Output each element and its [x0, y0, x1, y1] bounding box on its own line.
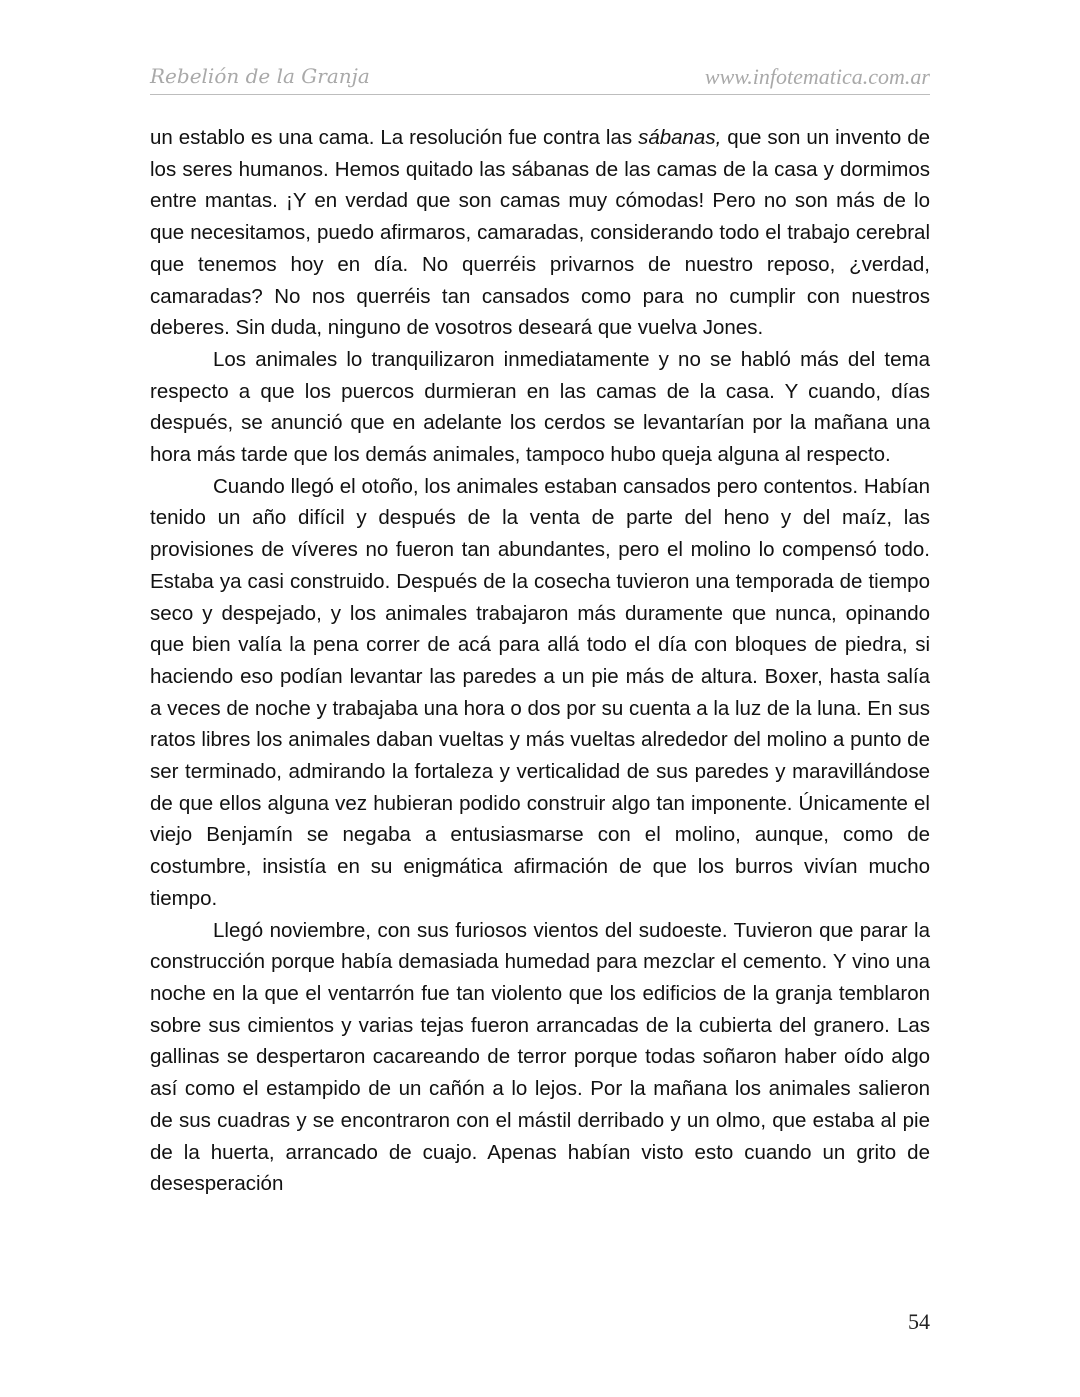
- paragraph-4: Llegó noviembre, con sus furiosos vientos del sudoeste. Tuvieron que parar la construcción porque había demasiada humedad para mezclar el cemento. Y vino una noche en la que el ventarrón fue tan violento que los edificios de la granja temblaron sobre sus cimientos y varias tejas fueron arrancadas de la cubierta del granero. Las gallinas se despertaron cacareando de terror porque todas soñaron haber oído algo así como el estampido de un cañón a lo lejos. Por la mañana los animales salieron de sus cuadras y se encontraron con el mástil derribado y un olmo, que estaba al pie de la huerta, arrancado de cuajo. Apenas habían visto esto cuando un grito de desesperación: [150, 918, 930, 1196]
- paragraph-2: Los animales lo tranquilizaron inmediatamente y no se habló más del tema respecto a que los puercos durmieran en las camas de la casa. Y cuando, días después, se anunció que en adelante los cerdos se levantarían por la mañana una hora más tarde que los demás animales, tampoco hubo queja alguna al respecto.: [150, 347, 930, 467]
- website-url: www.infotematica.com.ar: [704, 64, 930, 89]
- page-number: 54: [908, 1309, 930, 1334]
- emphasized-word: sábanas,: [638, 126, 722, 149]
- body-text: [150, 122, 930, 1200]
- paragraph-3: Cuando llegó el otoño, los animales estaban cansados pero contentos. Habían tenido un año difícil y después de la venta de parte del heno y del maíz, las provisiones de víveres no fueron tan abundantes, pero el molino lo compensó todo. Estaba ya casi construido. Después de la cosecha tuvieron una temporada de tiempo seco y despejado, y los animales trabajaron más duramente que nunca, opinando que bien valía la pena correr de acá para allá todo el día con bloques de piedra, si haciendo eso podían levantar las paredes a un pie más de altura. Boxer, hasta salía a veces de noche y trabajaba una hora o dos por su cuenta a la luz de la luna. En sus ratos libres los animales daban vueltas y más vueltas alrededor del molino a punto de ser terminado, admirando la fortaleza y verticalidad de sus paredes y maravillándose de que ellos alguna vez hubieran podido construir algo tan imponente. Únicamente el viejo Benjamín se negaba a entusiasmarse con el molino, aunque, como de costumbre, insistía en su enigmática afirmación de que los burros vivían mucho tiempo.: [150, 474, 930, 910]
- book-title: Rebelión de la Granja: [150, 64, 370, 88]
- paragraph-text: que son un invento de los seres humanos. Hemos quitado las sábanas de las camas de la casa y dormimos entre mantas. ¡Y en verdad que son camas muy cómodas! Pero no son más de lo que necesitamos, puedo afirmaros, camaradas, considerando todo el trabajo cerebral que tenemos hoy en día. No querréis privarnos de nuestro reposo, ¿verdad, camaradas? No nos querréis tan cansados como para no cumplir con nuestros deberes. Sin duda, ninguno de vosotros deseará que vuelva Jones.: [150, 126, 930, 340]
- paragraph-text: un establo es una cama. La resolución fue contra las: [150, 126, 639, 149]
- paragraph-1: [150, 122, 930, 344]
- page-header: [150, 60, 930, 95]
